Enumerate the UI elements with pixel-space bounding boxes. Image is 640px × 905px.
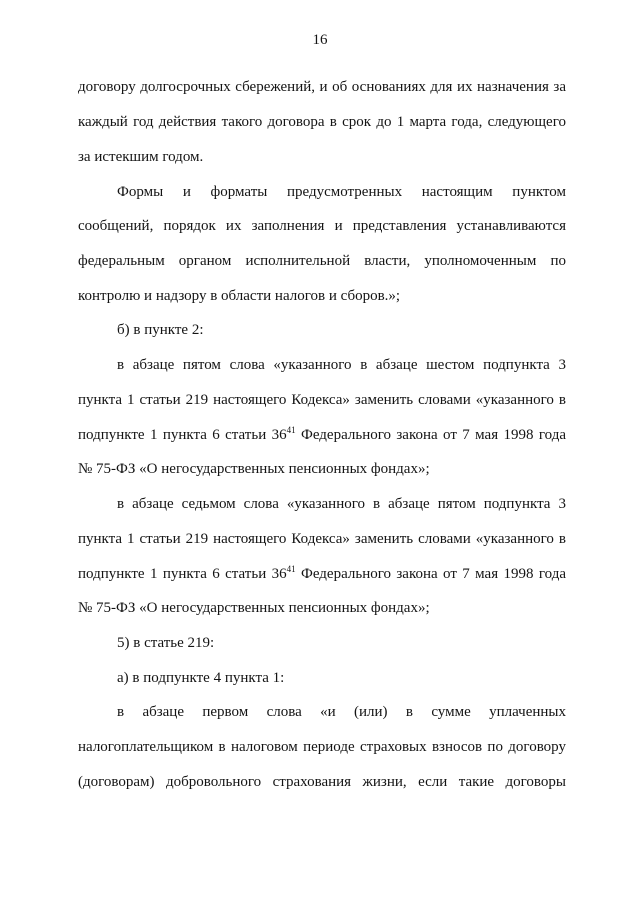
text-line: за истекшим годом. xyxy=(78,149,204,165)
text-line: а) в подпункте 4 пункта 1: xyxy=(117,670,285,686)
text-line: б) в пункте 2: xyxy=(117,322,204,338)
text-line: 5) в статье 219: xyxy=(117,635,215,651)
text-line xyxy=(78,425,566,445)
text-line: (договорам) добровольного страхования жизни, если такие договоры xyxy=(78,774,566,790)
text-line: сообщений, порядок их заполнения и представления устанавливаются xyxy=(78,218,566,234)
text-segment: Федерального закона от 7 мая 1998 года xyxy=(295,566,566,582)
text-line: каждый год действия такого договора в срок до 1 марта года, следующего xyxy=(78,114,566,130)
text-segment: подпункте 1 пункта 6 статьи 36 xyxy=(78,566,287,582)
text-line: Формы и форматы предусмотренных настоящим пунктом xyxy=(117,184,566,200)
text-line: пункта 1 статьи 219 настоящего Кодекса» заменить словами «указанного в xyxy=(78,531,566,547)
text-line: пункта 1 статьи 219 настоящего Кодекса» заменить словами «указанного в xyxy=(78,392,566,408)
superscript: 41 xyxy=(286,564,296,574)
text-line: в абзаце пятом слова «указанного в абзаце шестом подпункта 3 xyxy=(117,357,566,373)
page-number: 16 xyxy=(312,32,328,48)
text-line: № 75-ФЗ «О негосударственных пенсионных фондах»; xyxy=(78,461,430,477)
text-line xyxy=(78,564,566,584)
text-line: в абзаце седьмом слова «указанного в абзаце пятом подпункта 3 xyxy=(117,496,566,512)
text-line: федеральным органом исполнительной власти, уполномоченным по xyxy=(78,253,566,269)
text-line: № 75-ФЗ «О негосударственных пенсионных фондах»; xyxy=(78,600,430,616)
text-line: в абзаце первом слова «и (или) в сумме уплаченных xyxy=(117,704,566,720)
superscript: 41 xyxy=(286,425,296,435)
text-segment: Федерального закона от 7 мая 1998 года xyxy=(295,427,566,443)
text-segment: подпункте 1 пункта 6 статьи 36 xyxy=(78,427,287,443)
text-line: контролю и надзору в области налогов и сборов.»; xyxy=(78,288,401,304)
text-line: налогоплательщиком в налоговом периоде страховых взносов по договору xyxy=(78,739,566,755)
text-line: договору долгосрочных сбережений, и об основаниях для их назначения за xyxy=(78,79,566,95)
